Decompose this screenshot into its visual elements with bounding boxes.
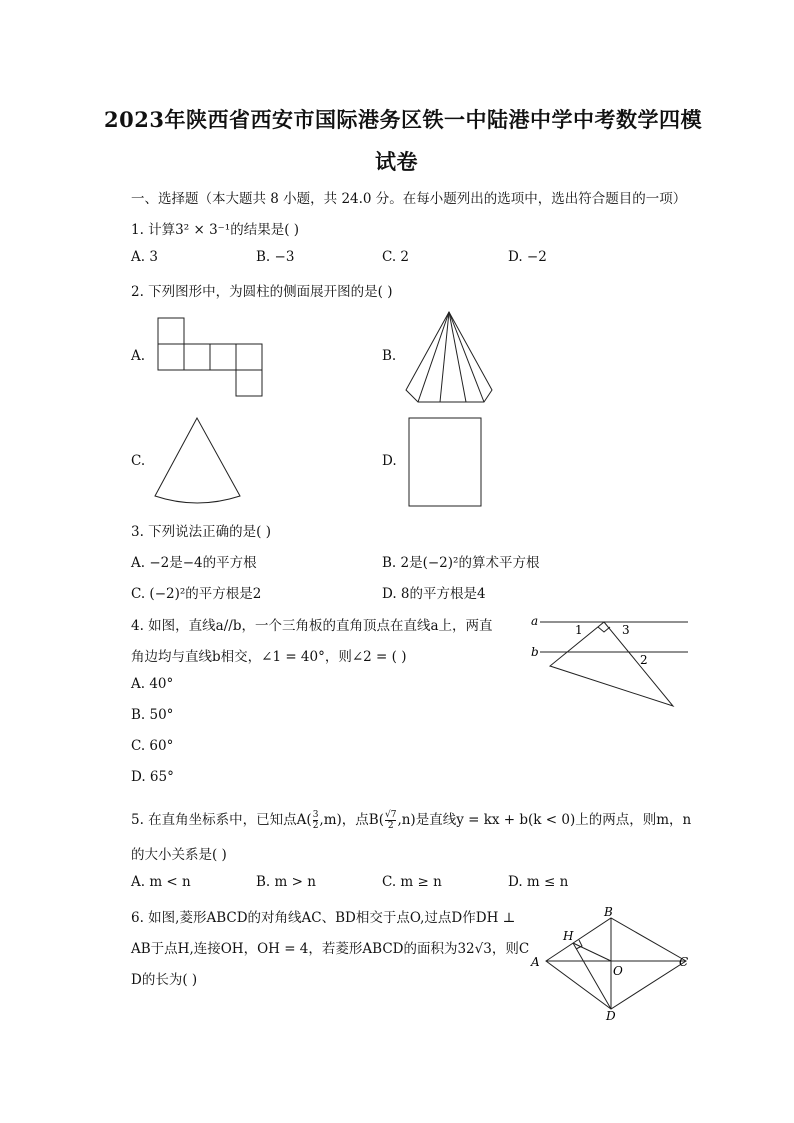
q4-option-b[interactable]: B. 50° [131, 707, 174, 723]
q1-stem: 1. 计算3² × 3⁻¹的结果是( ) [131, 222, 300, 238]
q1-option-a[interactable]: A. 3 [131, 249, 158, 265]
q5-option-c[interactable]: C. m ≥ n [382, 874, 442, 890]
q5-stem-line1 [131, 808, 691, 831]
q4-label-2: 2 [640, 653, 648, 667]
q6-figure-rhombus [524, 902, 700, 1022]
q5-stem-line2: 的大小关系是( ) [131, 847, 227, 863]
q6-label-c: C [679, 955, 689, 969]
q4-option-c[interactable]: C. 60° [131, 738, 174, 754]
section-header: 一、选择题（本大题共 8 小题，共 24.0 分。在每小题列出的选项中，选出符合题目的一项） [131, 191, 687, 207]
q2-option-d[interactable]: D. [382, 453, 397, 469]
q2-figure-a-cube-net [150, 312, 270, 402]
q4-option-a[interactable]: A. 40° [131, 676, 174, 692]
q6-label-a: A [531, 955, 540, 969]
q5-option-a[interactable]: A. m < n [131, 874, 191, 890]
q4-figure-parallel-lines-triangle [528, 610, 694, 714]
q2-figure-b-pyramid [400, 308, 500, 404]
q5-option-d[interactable]: D. m ≤ n [508, 874, 569, 890]
q5-stem-part-c: ,n)是直线y = kx + b(k < 0)上的两点，则m，n [397, 812, 692, 828]
q1-option-b[interactable]: B. −3 [256, 249, 295, 265]
q3-option-b[interactable]: B. 2是(−2)²的算术平方根 [382, 555, 540, 571]
q5-option-b[interactable]: B. m > n [256, 874, 316, 890]
q5-frac2-num: √7 [384, 810, 397, 820]
q6-label-d: D [606, 1009, 616, 1022]
q3-option-d[interactable]: D. 8的平方根是4 [382, 586, 486, 602]
q6-label-b: B [604, 905, 613, 919]
q5-fraction-sqrt7-2 [385, 810, 396, 831]
q3-stem: 3. 下列说法正确的是( ) [131, 524, 271, 540]
q5-stem-part-b: ,m)，点B( [319, 812, 384, 828]
q6-stem-line2: AB于点H,连接OH，OH = 4，若菱形ABCD的面积为32√3，则C [131, 941, 530, 957]
q4-stem-line1: 4. 如图，直线a//b，一个三角板的直角顶点在直线a上，两直 [131, 618, 493, 634]
q3-option-c[interactable]: C. (−2)²的平方根是2 [131, 586, 262, 602]
q2-figure-d-rectangle [405, 414, 485, 510]
q2-option-c[interactable]: C. [131, 453, 146, 469]
q2-stem: 2. 下列图形中，为圆柱的侧面展开图的是( ) [131, 284, 393, 300]
q6-stem-line3: D的长为( ) [131, 972, 198, 988]
q6-label-h: H [563, 929, 574, 943]
page-title-line1: 2023年陕西省西安市国际港务区铁一中陆港中学中考数学四模 [104, 107, 702, 132]
q6-label-o: O [613, 964, 623, 978]
q5-frac1-num: 3 [312, 810, 319, 820]
q6-stem-line1: 6. 如图,菱形ABCD的对角线AC、BD相交于点O,过点D作DH ⊥ [131, 910, 516, 926]
q4-label-1: 1 [575, 623, 583, 637]
q1-option-d[interactable]: D. −2 [508, 249, 547, 265]
q5-frac1-den: 2 [312, 821, 319, 831]
q5-frac2-den: 2 [387, 821, 394, 831]
q5-fraction-3-2 [313, 810, 319, 831]
q4-option-d[interactable]: D. 65° [131, 769, 174, 785]
q3-option-a[interactable]: A. −2是−4的平方根 [131, 555, 257, 571]
q4-label-3: 3 [622, 623, 630, 637]
q4-stem-line2: 角边均与直线b相交，∠1 = 40°，则∠2 = ( ) [131, 649, 407, 665]
page-title-line2: 试卷 [375, 149, 418, 174]
q2-option-b[interactable]: B. [382, 348, 397, 364]
q4-label-b: b [531, 645, 539, 659]
q4-label-a: a [531, 614, 539, 628]
q2-figure-c-sector [150, 412, 246, 506]
q2-option-a[interactable]: A. [131, 348, 146, 364]
q5-stem-part-a: 5. 在直角坐标系中，已知点A( [131, 812, 312, 828]
q1-option-c[interactable]: C. 2 [382, 249, 410, 265]
